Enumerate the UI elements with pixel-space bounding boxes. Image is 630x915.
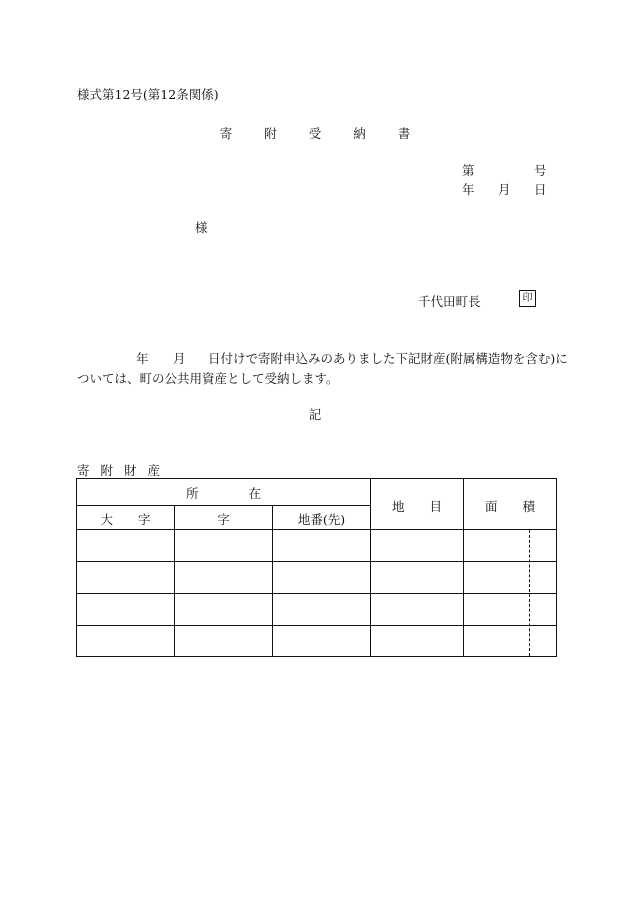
date-day-label: 日: [534, 182, 547, 197]
body-text-rest: 日付けで寄附申込みのありました下記財産(附属構造物を含む)に: [208, 351, 568, 366]
document-number-prefix: 第: [462, 163, 475, 178]
property-section-label: 寄附財産: [77, 463, 172, 478]
ki-marker: 記: [308, 407, 322, 422]
issuer-title: 千代田町長: [418, 294, 481, 309]
date-month-label: 月: [498, 182, 511, 197]
body-text-line-2: ついては、町の公共用資産として受納します。: [77, 371, 339, 386]
header-aza: 字: [217, 512, 230, 527]
date-year-label: 年: [462, 182, 475, 197]
seal-stamp: 印: [519, 290, 536, 307]
header-oaza: 大 字: [100, 512, 151, 527]
header-location: 所 在: [185, 486, 261, 501]
document-title: 寄 附 受 納 書: [219, 126, 425, 141]
body-month-label: 月: [173, 351, 186, 366]
addressee-honorific: 様: [195, 220, 208, 235]
header-menseki: 面 積: [484, 499, 535, 514]
document-number-suffix: 号: [534, 163, 547, 178]
form-number-label: 様式第12号(第12条関係): [77, 87, 219, 102]
property-table: [76, 478, 557, 657]
header-chimoku: 地 目: [391, 499, 442, 514]
body-year-label: 年: [136, 351, 149, 366]
header-chiban: 地番(先): [297, 512, 346, 527]
